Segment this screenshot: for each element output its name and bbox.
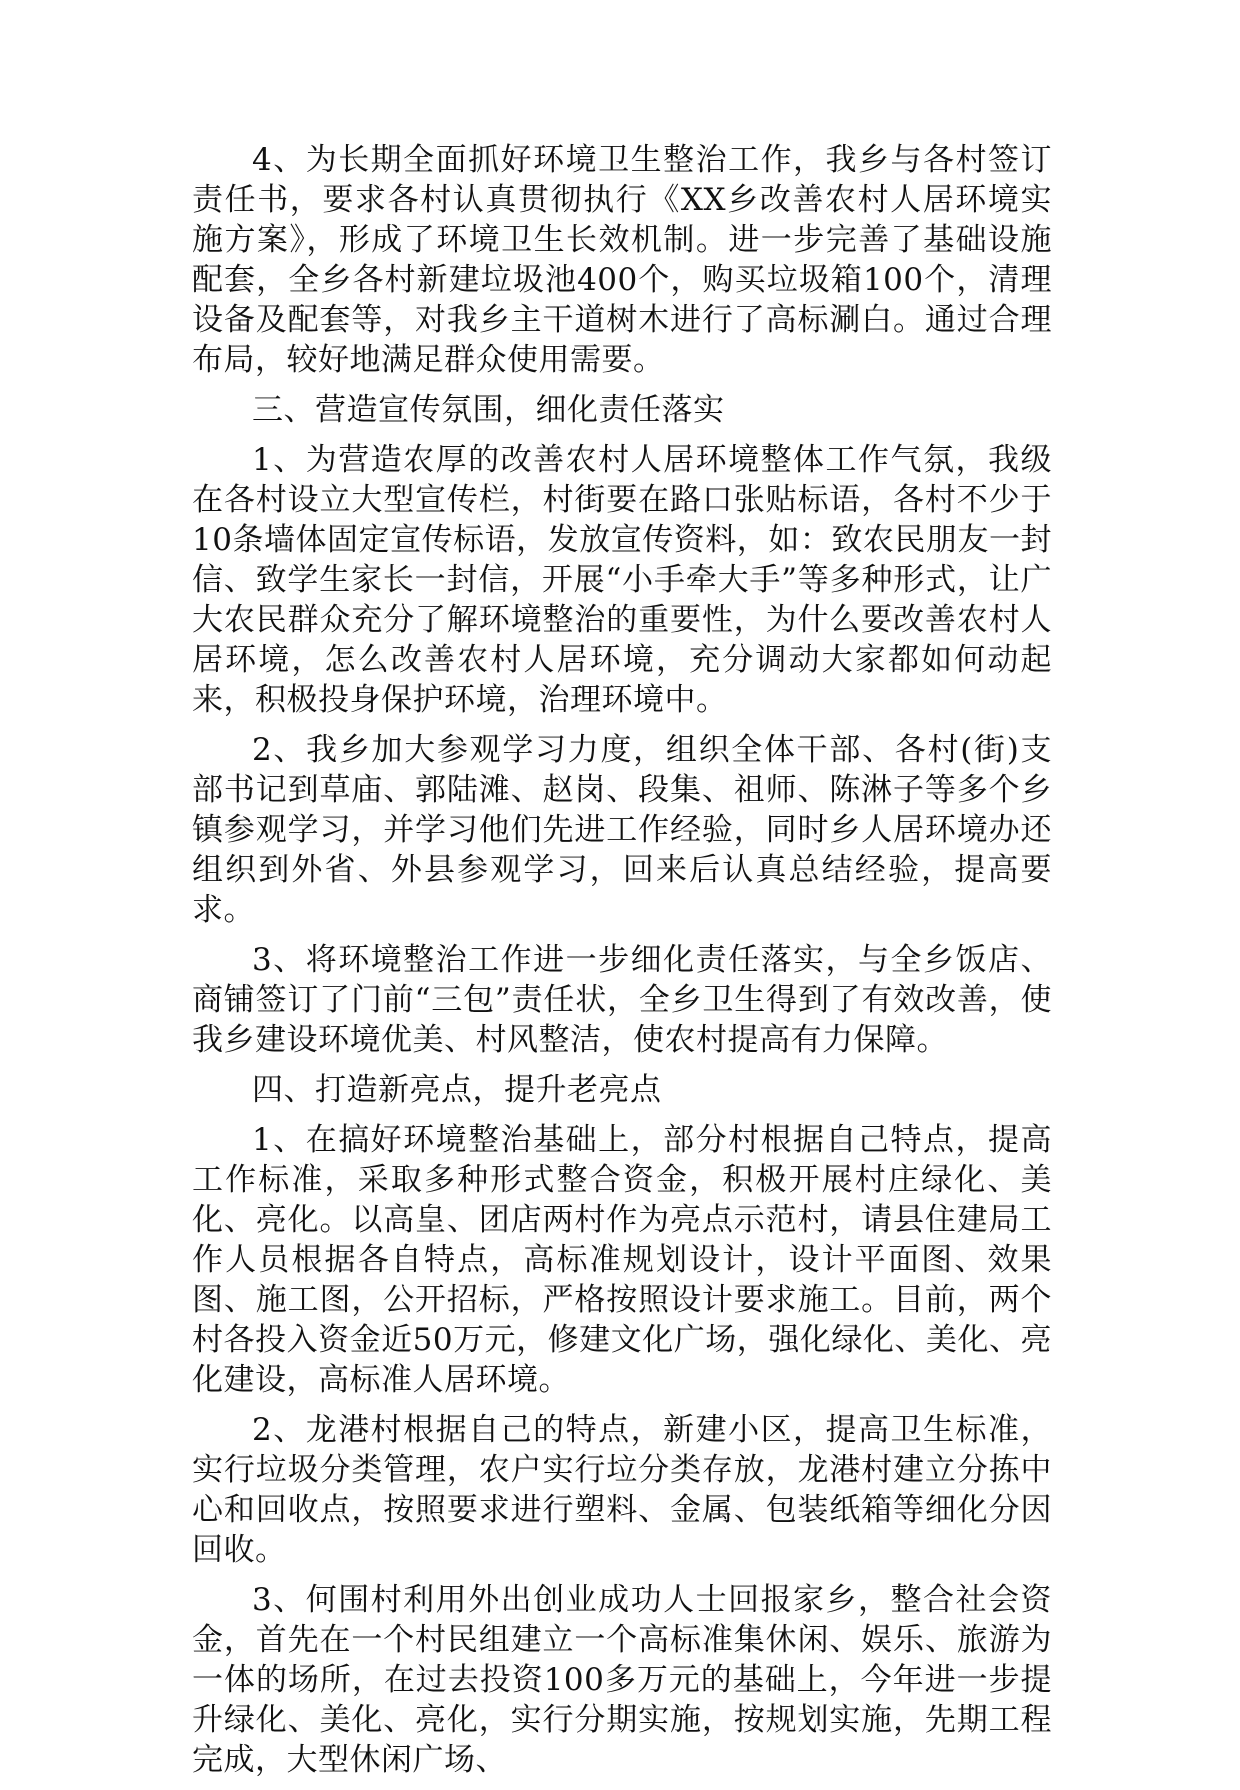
document-page bbox=[192, 140, 1052, 1790]
section-heading-4: 四、打造新亮点，提升老亮点 bbox=[252, 1072, 662, 1108]
paragraph-hewei-village: 3、何围村利用外出创业成功人士回报家乡，整合社会资金，首先在一个村民组建立一个高标准集休闲、娱乐、旅游为一体的场所，在过去投资100多万元的基础上，今年进一步提升绿化、美化、亮化，实行分期实施，按规划实施，先期工程完成，大型休闲广场、 bbox=[192, 1582, 1052, 1778]
paragraph-env-responsibility: 4、为长期全面抓好环境卫生整治工作，我乡与各村签订责任书，要求各村认真贯彻执行《XX乡改善农村人居环境实施方案》，形成了环境卫生长效机制。进一步完善了基础设施配套，全乡各村新建垃圾池400个，购买垃圾箱100个，清理设备及配套等，对我乡主干道树木进行了高标涮白。通过合理布局，较好地满足群众使用需要。 bbox=[192, 142, 1052, 378]
paragraph-three-guarantees: 3、将环境整治工作进一步细化责任落实，与全乡饭店、商铺签订了门前“三包”责任状，全乡卫生得到了有效改善，使我乡建设环境优美、村风整洁，使农村提高有力保障。 bbox=[192, 942, 1052, 1058]
paragraph-longgang-village: 2、龙港村根据自己的特点，新建小区，提高卫生标准，实行垃圾分类管理，农户实行垃分类存放，龙港村建立分拣中心和回收点，按照要求进行塑料、金属、包装纸箱等细化分因回收。 bbox=[192, 1412, 1052, 1568]
paragraph-study-tour: 2、我乡加大参观学习力度，组织全体干部、各村(街)支部书记到草庙、郭陆滩、赵岗、段集、祖师、陈淋子等多个乡镇参观学习，并学习他们先进工作经验，同时乡人居环境办还组织到外省、外县参观学习，回来后认真总结经验，提高要求。 bbox=[192, 732, 1052, 928]
paragraph-demo-villages: 1、在搞好环境整治基础上，部分村根据自己特点，提高工作标准，采取多种形式整合资金，积极开展村庄绿化、美化、亮化。以高皇、团店两村作为亮点示范村，请县住建局工作人员根据各自特点，高标准规划设计，设计平面图、效果图、施工图，公开招标，严格按照设计要求施工。目前，两个村各投入资金近50万元，修建文化广场，强化绿化、美化、亮化建设，高标准人居环境。 bbox=[192, 1122, 1052, 1398]
paragraph-publicity: 1、为营造农厚的改善农村人居环境整体工作气氛，我级在各村设立大型宣传栏，村街要在路口张贴标语，各村不少于10条墙体固定宣传标语，发放宣传资料，如：致农民朋友一封信、致学生家长一封信，开展“小手牵大手”等多种形式，让广大农民群众充分了解环境整治的重要性，为什么要改善农村人居环境，怎么改善农村人居环境，充分调动大家都如何动起来，积极投身保护环境，治理环境中。 bbox=[192, 442, 1052, 718]
section-heading-3: 三、营造宣传氛围，细化责任落实 bbox=[252, 392, 725, 428]
